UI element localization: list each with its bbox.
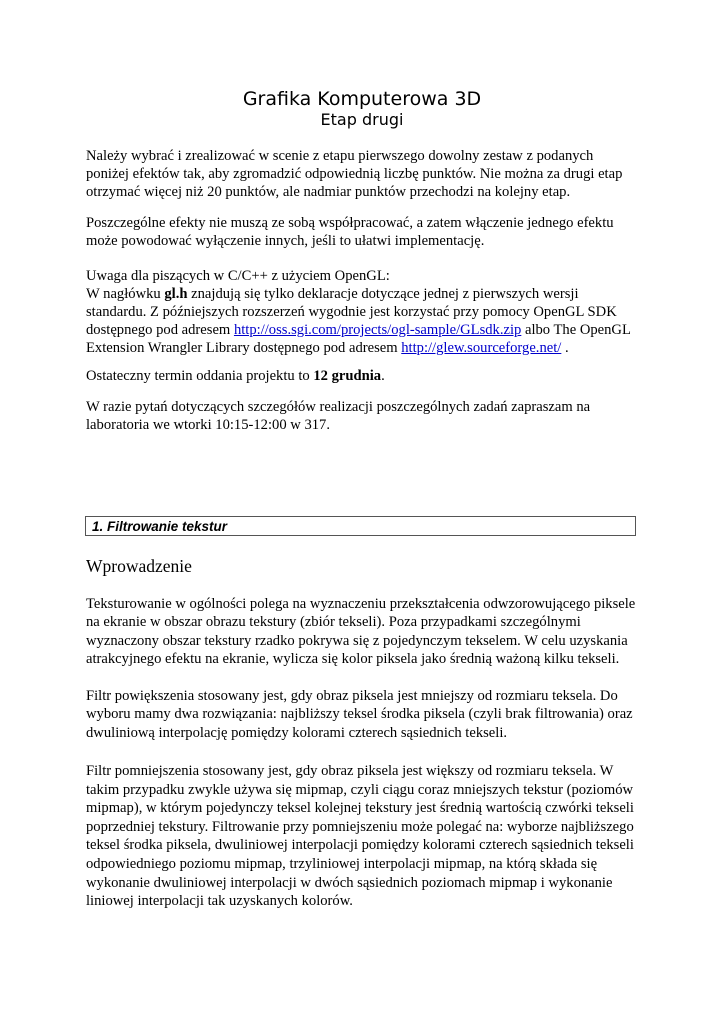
- text-line: Należy wybrać i zrealizować w scenie z etapu pierwszego dowolny zestaw z podanych: [86, 148, 594, 164]
- text-line: otrzymać więcej niż 20 punktów, ale nadmiar punktów przechodzi na kolejny etap.: [86, 184, 571, 200]
- texturing-paragraph: [86, 595, 651, 669]
- text-line: laboratoria we wtorki 10:15-12:00 w 317.: [86, 417, 330, 433]
- text-line: W razie pytań dotyczących szczegółów realizacji poszczególnych zadań zapraszam na: [86, 399, 591, 415]
- text-line: Poszczególne efekty nie muszą ze sobą współpracować, a zatem włączenie jednego efektu: [86, 215, 614, 231]
- deadline-paragraph: [86, 367, 646, 385]
- text-span: .: [381, 368, 385, 384]
- text-line: Filtr powiększenia stosowany jest, gdy obraz piksela jest mniejszy od rozmiaru teksela. Do: [86, 688, 618, 704]
- text-span: dostępnego pod adresem: [86, 322, 234, 338]
- text-line: może powodować wyłączenie innych, jeśli to ułatwi implementację.: [86, 233, 485, 249]
- text-line: dwuliniową interpolację pomiędzy kolorami czterech sąsiednich tekseli.: [86, 724, 508, 741]
- ogl-sdk-link[interactable]: http://oss.sgi.com/projects/ogl-sample/GLsdk.zip: [233, 322, 522, 338]
- opengl-note: [86, 267, 646, 357]
- text-line: liniowej interpolacji tak uzyskanych kolorów.: [86, 893, 353, 910]
- document-subtitle: Etap drugi: [320, 110, 404, 129]
- text-span: Extension Wrangler Library dostępnego pod adresem: [86, 340, 402, 356]
- text-line: mipmap), w którym pojedynczy teksel kolejnej tekstury jest średnią wartością czwórki tekseli: [86, 800, 634, 817]
- questions-paragraph: [86, 398, 646, 434]
- text-line: standardu. Z późniejszych rozszerzeń wygodnie jest korzystać przy pomocy OpenGL SDK: [86, 304, 617, 320]
- text-line: na ekranie w obszar obrazu tekstury (zbiór tekseli). Poza przypadkami szczególnymi: [86, 614, 581, 631]
- text-span: .: [561, 340, 569, 356]
- text-line: Filtr pomniejszenia stosowany jest, gdy obraz piksela jest większy od rozmiaru teksela. W: [86, 763, 614, 779]
- text-line: Uwaga dla piszących w C/C++ z użyciem OpenGL:: [86, 268, 390, 284]
- text-line: Teksturowanie w ogólności polega na wyznaczeniu przekształcenia odwzorowującego piksele: [86, 596, 636, 612]
- text-line: wykonanie dwuliniowej interpolacji w dwóch sąsiednich poziomach mipmap i wykonanie: [86, 874, 613, 891]
- text-line: poprzedniej tekstury. Filtrowanie przy pomniejszeniu może polegać na: wyborze najbliższego: [86, 818, 634, 835]
- document-title: Grafika Komputerowa 3D: [242, 88, 482, 110]
- text-line: takim przypadku zwykle używa się mipmap, czyli ciągu coraz mniejszych tekstur (poziomów: [86, 781, 634, 798]
- deadline-date: 12 grudnia: [313, 368, 382, 384]
- text-line: [86, 321, 646, 339]
- glew-link[interactable]: http://glew.sourceforge.net/: [401, 340, 562, 356]
- subsection-heading: Wprowadzenie: [86, 556, 192, 576]
- minification-paragraph: [86, 762, 651, 911]
- text-span: Ostateczny termin oddania projektu to: [86, 368, 314, 384]
- text-span: znajdują się tylko deklaracje dotyczące jednej z pierwszych wersji: [187, 286, 579, 302]
- intro-paragraph-2: [86, 214, 646, 250]
- text-line: odpowiedniego poziomu mipmap, trzyliniowej interpolacji mipmap, na którą składa się: [86, 855, 598, 872]
- text-line: poniżej efektów tak, aby zgromadzić odpowiednią liczbę punktów. Nie można za drugi etap: [86, 166, 623, 182]
- text-line: teksel środka piksela, dwuliniowej interpolacji pomiędzy kolorami czterech sąsiednich tekseli: [86, 837, 634, 854]
- section-header-box: [85, 516, 636, 536]
- text-line: wyznaczony obszar tekstury rzadko pokrywa się z pojedynczym tekselem. W celu uzyskania: [86, 632, 628, 649]
- section-title: 1. Filtrowanie tekstur: [92, 519, 228, 534]
- intro-paragraph-1: [86, 147, 646, 201]
- text-line: wyboru mamy dwa rozwiązania: najbliższy teksel środka piksela (czyli brak filtrowania) oraz: [86, 706, 633, 723]
- text-span: W nagłówku: [86, 286, 165, 302]
- text-line: atrakcyjnego efektu na ekranie, wylicza się kolor piksela jako średnią ważoną kilku tekseli.: [86, 651, 620, 668]
- text-line: [86, 285, 646, 303]
- text-span: albo The OpenGL: [521, 322, 631, 338]
- magnification-paragraph: [86, 687, 651, 742]
- header-file-name: gl.h: [164, 286, 188, 302]
- text-line: [86, 339, 646, 357]
